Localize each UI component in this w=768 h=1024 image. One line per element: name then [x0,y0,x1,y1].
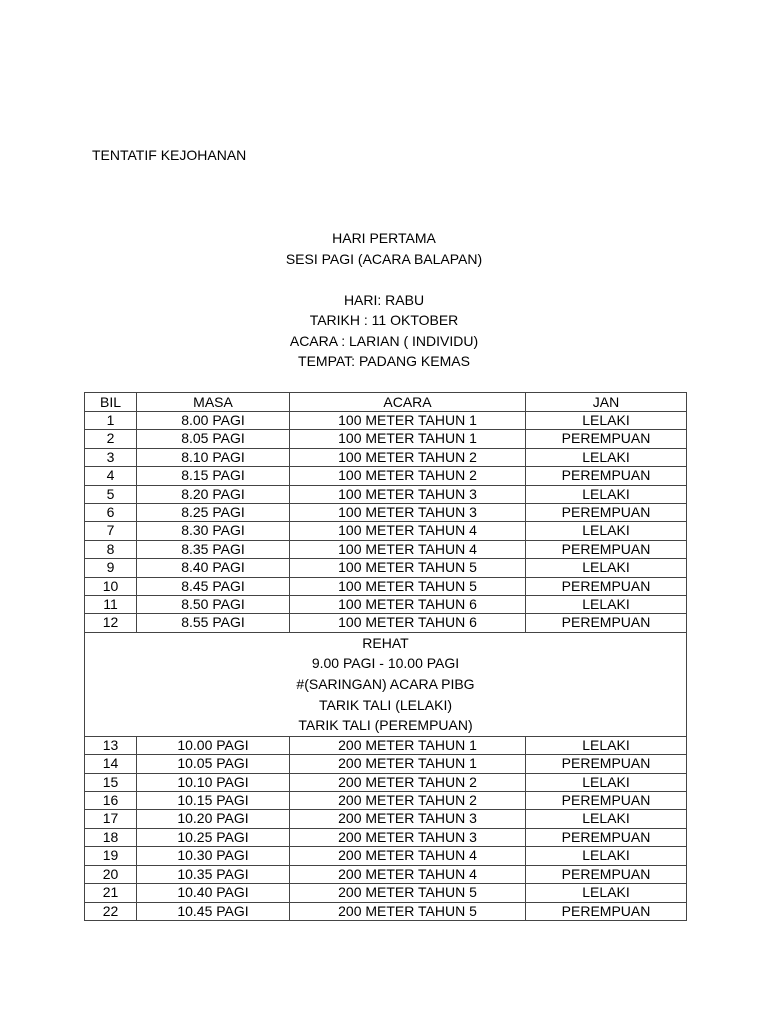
row-event: 200 METER TAHUN 5 [290,902,526,920]
table-row [85,847,687,865]
row-time: 10.30 PAGI [137,847,290,865]
break-row [85,632,687,736]
row-time: 8.35 PAGI [137,540,290,558]
row-time: 10.15 PAGI [137,792,290,810]
session-heading: SESI PAGI (ACARA BALAPAN) [285,250,483,267]
row-event: 200 METER TAHUN 2 [290,792,526,810]
row-category: PEREMPUAN [526,792,687,810]
row-time: 10.05 PAGI [137,755,290,773]
row-number: 13 [85,736,137,754]
table-row [85,540,687,558]
table-row [85,792,687,810]
break-line: TARIK TALI (PEREMPUAN) [298,717,473,734]
row-number: 20 [85,865,137,883]
row-time: 8.45 PAGI [137,577,290,595]
row-number: 10 [85,577,137,595]
break-line: #(SARINGAN) ACARA PIBG [296,676,475,693]
row-event: 100 METER TAHUN 1 [290,430,526,448]
row-time: 10.40 PAGI [137,884,290,902]
day-heading: HARI PERTAMA [332,230,436,246]
row-number: 22 [85,902,137,920]
row-category: LELAKI [526,773,687,791]
column-header-masa: MASA [137,393,290,412]
row-time: 10.10 PAGI [137,773,290,791]
break-line: REHAT [362,634,409,651]
row-time: 8.55 PAGI [137,614,290,632]
row-number: 4 [85,467,137,485]
column-header-jan: JAN [526,393,687,412]
row-event: 100 METER TAHUN 6 [290,596,526,614]
row-number: 18 [85,828,137,846]
row-category: PEREMPUAN [526,755,687,773]
row-time: 8.30 PAGI [137,522,290,540]
table-row [85,485,687,503]
row-category: LELAKI [526,884,687,902]
table-row [85,522,687,540]
row-event: 200 METER TAHUN 3 [290,810,526,828]
column-header-bil: BIL [85,393,137,412]
column-header-acara: ACARA [290,393,526,412]
row-number: 15 [85,773,137,791]
row-event: 200 METER TAHUN 4 [290,865,526,883]
table-row [85,614,687,632]
table-row [85,736,687,754]
row-time: 8.50 PAGI [137,596,290,614]
table-row [85,902,687,920]
row-category: LELAKI [526,736,687,754]
table-row [85,467,687,485]
table-header-row [85,393,687,412]
table-row [85,448,687,466]
row-category: LELAKI [526,596,687,614]
table-row [85,559,687,577]
row-event: 200 METER TAHUN 3 [290,828,526,846]
row-category: PEREMPUAN [526,614,687,632]
row-category: PEREMPUAN [526,540,687,558]
row-time: 8.40 PAGI [137,559,290,577]
date-line: TARIKH : 11 OKTOBER [309,312,459,328]
break-line: 9.00 PAGI - 10.00 PAGI [311,655,460,672]
row-category: LELAKI [526,559,687,577]
table-row [85,884,687,902]
row-number: 3 [85,448,137,466]
table-row [85,430,687,448]
row-category: LELAKI [526,412,687,430]
break-cell [85,632,687,736]
row-event: 100 METER TAHUN 2 [290,448,526,466]
row-category: PEREMPUAN [526,577,687,595]
schedule-header [0,228,768,372]
row-event: 100 METER TAHUN 1 [290,412,526,430]
row-event: 100 METER TAHUN 4 [290,522,526,540]
document-title: TENTATIF KEJOHANAN [92,147,247,163]
schedule-table [84,392,687,921]
row-time: 8.05 PAGI [137,430,290,448]
row-event: 200 METER TAHUN 5 [290,884,526,902]
row-category: LELAKI [526,485,687,503]
row-time: 10.20 PAGI [137,810,290,828]
row-number: 7 [85,522,137,540]
table-row [85,577,687,595]
row-number: 14 [85,755,137,773]
table-row [85,412,687,430]
row-number: 5 [85,485,137,503]
row-time: 10.25 PAGI [137,828,290,846]
row-event: 200 METER TAHUN 1 [290,755,526,773]
row-number: 8 [85,540,137,558]
row-category: PEREMPUAN [526,467,687,485]
table-row [85,773,687,791]
row-time: 8.25 PAGI [137,504,290,522]
row-event: 100 METER TAHUN 3 [290,485,526,503]
weekday-line: HARI: RABU [343,291,425,308]
row-event: 100 METER TAHUN 2 [290,467,526,485]
table-row [85,810,687,828]
row-number: 2 [85,430,137,448]
table-row [85,755,687,773]
row-event: 200 METER TAHUN 2 [290,773,526,791]
row-time: 10.00 PAGI [137,736,290,754]
row-category: LELAKI [526,448,687,466]
row-category: PEREMPUAN [526,828,687,846]
row-category: PEREMPUAN [526,865,687,883]
row-number: 19 [85,847,137,865]
row-time: 8.15 PAGI [137,467,290,485]
row-time: 8.10 PAGI [137,448,290,466]
table-row [85,828,687,846]
row-event: 100 METER TAHUN 4 [290,540,526,558]
table-row [85,596,687,614]
table-row [85,865,687,883]
row-event: 100 METER TAHUN 5 [290,577,526,595]
row-number: 9 [85,559,137,577]
row-number: 6 [85,504,137,522]
row-event: 100 METER TAHUN 6 [290,614,526,632]
row-category: PEREMPUAN [526,504,687,522]
row-event: 100 METER TAHUN 5 [290,559,526,577]
row-category: PEREMPUAN [526,430,687,448]
row-time: 8.00 PAGI [137,412,290,430]
row-number: 16 [85,792,137,810]
row-number: 17 [85,810,137,828]
table-row [85,504,687,522]
row-number: 21 [85,884,137,902]
row-event: 200 METER TAHUN 4 [290,847,526,865]
row-category: LELAKI [526,847,687,865]
row-category: LELAKI [526,522,687,540]
row-time: 10.45 PAGI [137,902,290,920]
row-event: 100 METER TAHUN 3 [290,504,526,522]
row-event: 200 METER TAHUN 1 [290,736,526,754]
event-line: ACARA : LARIAN ( INDIVIDU) [289,332,479,349]
row-time: 8.20 PAGI [137,485,290,503]
row-category: PEREMPUAN [526,902,687,920]
row-time: 10.35 PAGI [137,865,290,883]
row-number: 11 [85,596,137,614]
row-number: 12 [85,614,137,632]
row-category: LELAKI [526,810,687,828]
break-line: TARIK TALI (LELAKI) [318,696,453,713]
venue-line: TEMPAT: PADANG KEMAS [298,353,470,369]
row-number: 1 [85,412,137,430]
